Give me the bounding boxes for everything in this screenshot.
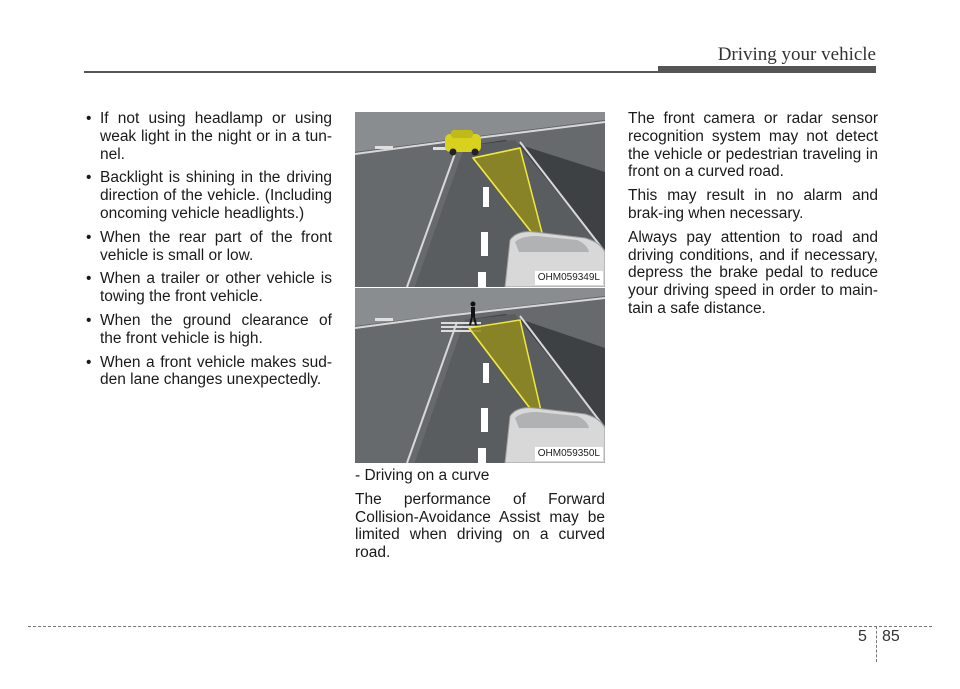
section-title: Driving your vehicle <box>717 44 876 65</box>
footer-divider <box>876 626 877 662</box>
body-paragraph: Always pay attention to road and driving conditions, and if necessary, depress the brake pedal to reduce your driving speed in order to main-tain a safe distance. <box>628 228 878 317</box>
list-item: • When the rear part of the front vehicle is small or low. <box>86 229 332 265</box>
middle-column <box>355 467 605 568</box>
chapter-number: 5 <box>858 628 867 645</box>
list-item: • If not using headlamp or using weak light in the night or in a tun-nel. <box>86 110 332 163</box>
header-rule <box>84 71 658 73</box>
curve-vehicle-illustration <box>355 112 605 287</box>
header-rule-accent <box>658 66 876 73</box>
subheading: - Driving on a curve <box>355 467 490 484</box>
figure-code: OHM059349L <box>535 271 603 285</box>
page-number: 85 <box>882 628 900 645</box>
list-item: • When the ground clearance of the front vehicle is high. <box>86 312 332 348</box>
condition-list <box>86 110 332 389</box>
list-item: • When a trailer or other vehicle is towing the front vehicle. <box>86 270 332 306</box>
right-column <box>628 110 878 324</box>
body-paragraph: The front camera or radar sensor recognition system may not detect the vehicle or pedestrian traveling in front on a curved road. <box>628 110 878 181</box>
list-item: • When a front vehicle makes sud-den lane changes unexpectedly. <box>86 354 332 390</box>
curve-pedestrian-illustration <box>355 288 605 463</box>
body-paragraph: The performance of Forward Collision-Avoidance Assist may be limited when driving on a curved road. <box>355 490 605 562</box>
footer-rule <box>28 626 932 627</box>
figure-code: OHM059350L <box>535 447 603 461</box>
list-item: • Backlight is shining in the driving direction of the vehicle. (Including oncoming vehicle headlights.) <box>86 169 332 222</box>
left-column <box>86 110 332 395</box>
body-paragraph: This may result in no alarm and brak-ing when necessary. <box>628 187 878 222</box>
